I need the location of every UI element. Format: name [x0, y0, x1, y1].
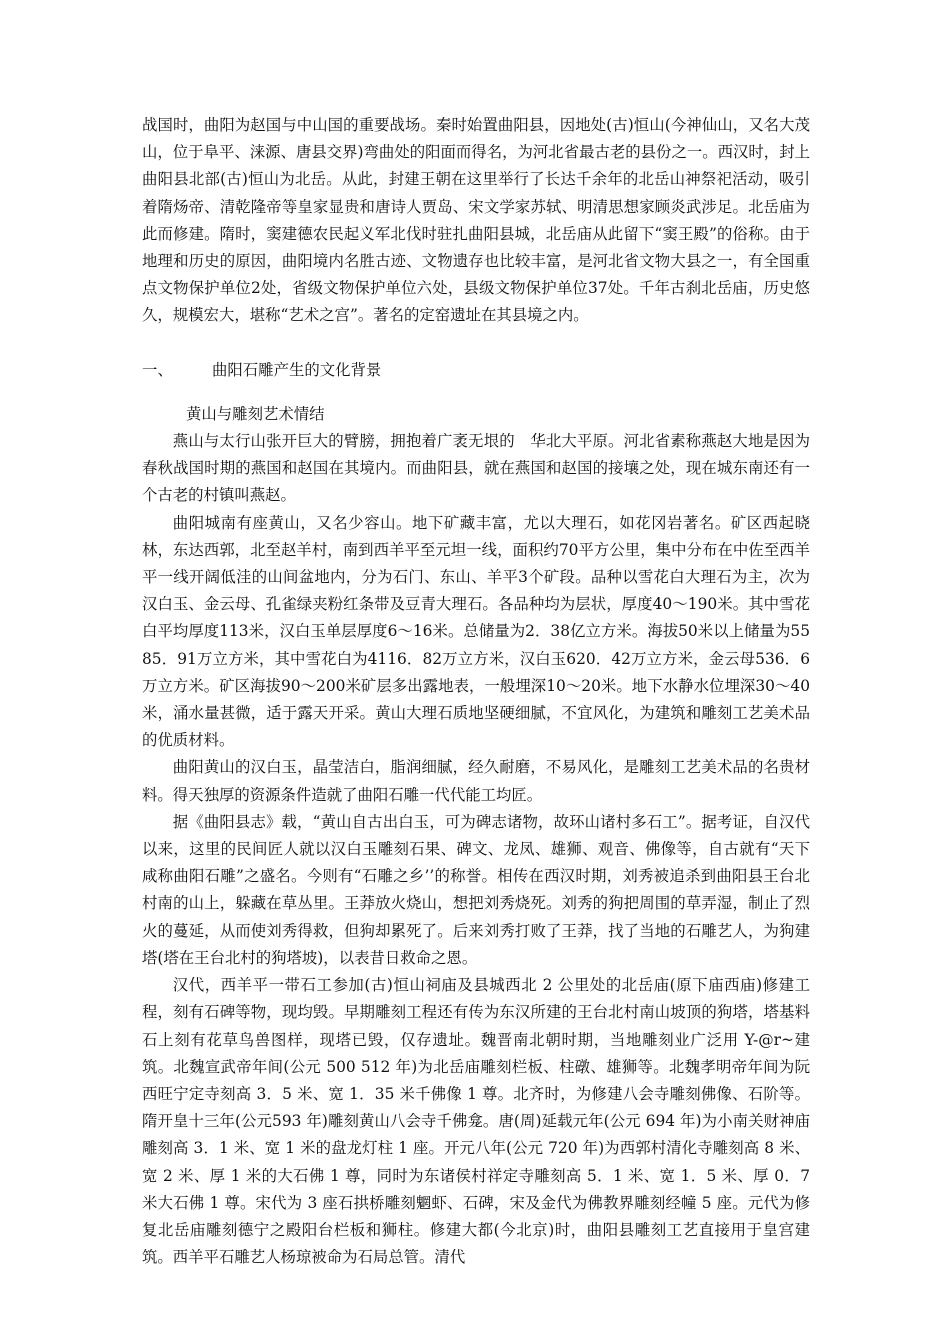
section-title: 曲阳石雕产生的文化背景 [212, 360, 382, 379]
subsection-title: 黄山与雕刻艺术情结 [186, 404, 325, 423]
body-paragraph: 据《曲阳县志》载，“黄山自古出白玉，可为碑志诸物，故环山诸村多石工”。据考证，自汉代以来，这里的民间匠人就以汉白玉雕刻石果、碑文、龙凤、雄狮、观音、佛像等，自古就有“天下咸称曲阳石雕”之盛名。今则有“石雕之乡’’的称誉。相传在西汉时期，刘秀被追杀到曲阳县王台北村南的山上，躲藏在草丛里。王莽放火烧山，想把刘秀烧死。刘秀的狗把周围的草弄湿，制止了烈火的蔓延，从而使刘秀得救，但狗却累死了。后来刘秀打败了王莽，找了当地的石雕艺人，为狗建塔(塔在王台北村的狗塔坡)，以表昔日救命之恩。 [142, 812, 810, 967]
body-paragraph: 汉代，西羊平一带石工参加(古)恒山祠庙及县城西北 2 公里处的北岳庙(原下庙西庙)修建工程，刻有石碑等物，现均毁。早期雕刻工程还有传为东汉所建的王台北村南山坡顶的狗塔，塔基料石上刻有花草鸟兽图样，现塔已毁，仅存遗址。魏晋南北朝时期，当地雕刻业广泛用 Y-@r~建筑。北魏宣武帝年间(公元 500 512 年)为北岳庙雕刻栏板、柱礅、雄狮等。北魏孝明帝年间为阮西旺宁定寺刻高 3．5 米、宽 1．35 米千佛像 1 尊。北齐时，为修建八会寺雕刻佛像、石阶等。隋开皇十三年(公元593 年)雕刻黄山八会寺千佛龛。唐(周)延载元年(公元 694 年)为小南关财神庙雕刻高 3．1 米、宽 1 米的盘龙灯柱 1 座。开元八年(公元 720 年)为西郭村清化寺雕刻高 8 米、宽 2 米、厚 1 米的大石佛 1 尊，同时为东诸侯村祥定寺雕刻高 5．1 米、宽 1．5 米、厚 0．7 米大石佛 1 尊。宋代为 3 座石拱桥雕刻魍虾、石碑，宋及金代为佛教界雕刻经幢 5 座。元代为修复北岳庙雕刻德宁之殿阳台栏板和狮柱。修建大都(今北京)时，曲阳县雕刻工艺直接用于皇宫建筑。西羊平石雕艺人杨琼被命为石局总管。清代 [142, 976, 810, 1267]
body-paragraph: 曲阳城南有座黄山，又名少容山。地下矿藏丰富，尤以大理石，如花冈岩著名。矿区西起晓林，东达西郭，北至赵羊村，南到西羊平至元坦一线，面积约70平方公里，集中分布在中佐至西羊平一线开阔低洼的山间盆地内，分为石门、东山、羊平3个矿段。品种以雪花白大理石为主，次为汉白玉、金云母、孔雀绿夹粉红条带及豆青大理石。各品种均为层状，厚度40～190米。其中雪花白平均厚度113米，汉白玉单层厚度6～16米。总储量为2．38亿立方米。海拔50米以上储量为5585．91万立方米，其中雪花白为4116．82万立方米，汉白玉620．42万立方米，金云母536．6万立方米。矿区海拔90～200米矿层多出露地表，一般埋深10～20米。地下水静水位埋深30～40米，涌水量甚微，适于露天开采。黄山大理石质地坚硬细腻，不宜风化，为建筑和雕刻工艺美术品的优质材料。 [142, 513, 810, 750]
intro-paragraph: 战国时，曲阳为赵国与中山国的重要战场。秦时始置曲阳县，因地处(古)恒山(今神仙山，又名大茂山，位于阜平、涞源、唐县交界)弯曲处的阳面而得名，为河北省最古老的县份之一。西汉时，封上曲阳县北部(古)恒山为北岳。从此，封建王朝在这里举行了长达千余年的北岳山神祭祀活动，吸引着隋炀帝、清乾隆帝等皇家显贵和唐诗人贾岛、宋文学家苏轼、明清思想家顾炎武涉足。北岳庙为此而修建。隋时，窦建德农民起义军北伐时驻扎曲阳县城，北岳庙从此留下“窦王殿”的俗称。由于地理和历史的原因，曲阳境内名胜古迹、文物遗存也比较丰富，是河北省文物大县之一，有全国重点文物保护单位2处，省级文物保护单位六处，县级文物保护单位37处。千年古刹北岳庙，历史悠久，规模宏大，堪称“艺术之宫”。著名的定窑遗址在其县境之内。 [142, 116, 810, 325]
spacer [142, 330, 810, 357]
section-number: 一、 [142, 360, 173, 379]
body-paragraph: 曲阳黄山的汉白玉，晶莹洁白，脂润细腻，经久耐磨，不易风化，是雕刻工艺美术品的名贵材料。得天独厚的资源条件造就了曲阳石雕一代代能工均匠。 [142, 758, 810, 804]
document-page [142, 112, 810, 1271]
body-paragraph: 燕山与太行山张开巨大的臂膀，拥抱着广袤无垠的 华北大平原。河北省素称燕赵大地是因为春秋战国时期的燕国和赵国在其境内。而曲阳县，就在燕国和赵国的接壤之处，现在城东南还有一个古老的村镇叫燕赵。 [142, 432, 810, 505]
section-heading [142, 357, 810, 384]
spacer [142, 384, 810, 401]
